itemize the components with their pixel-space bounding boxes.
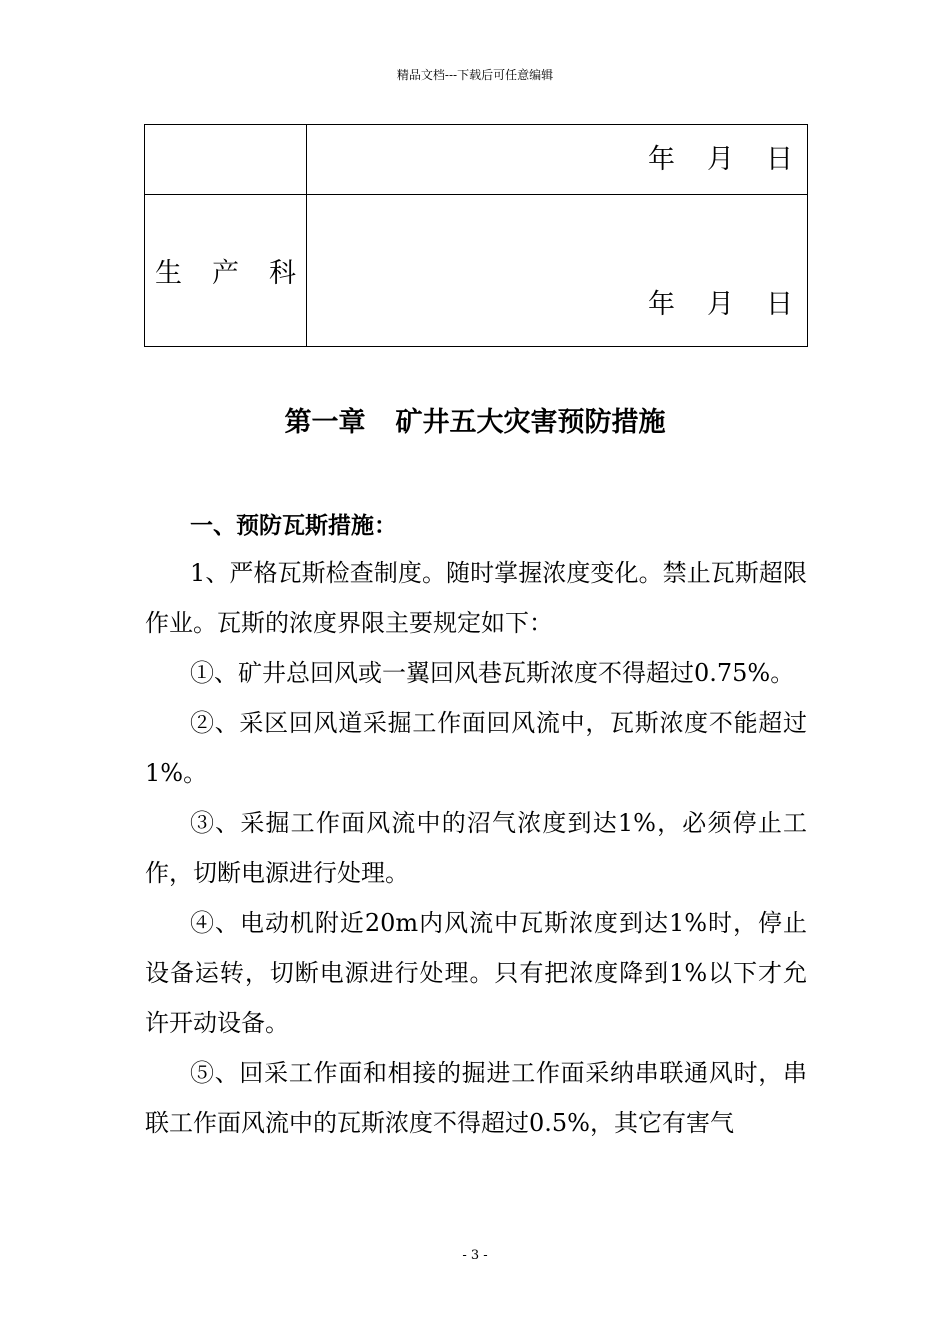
paragraph: ①、矿井总回风或一翼回风巷瓦斯浓度不得超过0.75%。 [190,659,795,687]
section-title: 一、预防瓦斯措施： [190,512,397,539]
dept-cell [145,125,307,195]
paragraph: ⑤、回采工作面和相接的掘进工作面采纳串联通风时，串联工作面风流中的瓦斯浓度不得超过0.5%，其它有害气 [145,1059,807,1137]
page-number: - 3 - [462,1248,488,1263]
paragraph: ③、采掘工作面风流中的沼气浓度到达1%，必须停止工作，切断电源进行处理。 [145,809,807,887]
day-label: 日 [766,144,793,175]
page-header: 精品文档---下载后可任意编辑 [396,68,554,82]
chapter-number: 第一章 [284,407,366,438]
paragraph: ④、电动机附近20m内风流中瓦斯浓度到达1%时，停止设备运转，切断电源进行处理。只有把浓度降到1%以下才允许开动设备。 [145,909,807,1037]
date-fields [616,288,807,322]
paragraph: 1、严格瓦斯检查制度。随时掌握浓度变化。禁止瓦斯超限作业。瓦斯的浓度界限主要规定如下： [145,559,807,637]
month-label: 月 [707,289,734,320]
chapter-title [0,400,950,439]
dept-cell [145,195,307,347]
chapter-name: 矿井五大灾害预防措施 [395,407,666,438]
dept-label: 生 产 科 [155,258,296,289]
signoff-row [145,195,808,347]
day-label: 日 [766,289,793,320]
date-cell [307,195,808,347]
year-label: 年 [648,144,675,175]
body-text [145,548,807,1148]
signoff-row [145,125,808,195]
signoff-table [144,124,808,347]
paragraph: ②、采区回风道采掘工作面回风流中，瓦斯浓度不能超过1%。 [145,709,807,787]
date-cell [307,125,808,195]
date-fields [307,125,807,194]
month-label: 月 [707,144,734,175]
year-label: 年 [648,289,675,320]
